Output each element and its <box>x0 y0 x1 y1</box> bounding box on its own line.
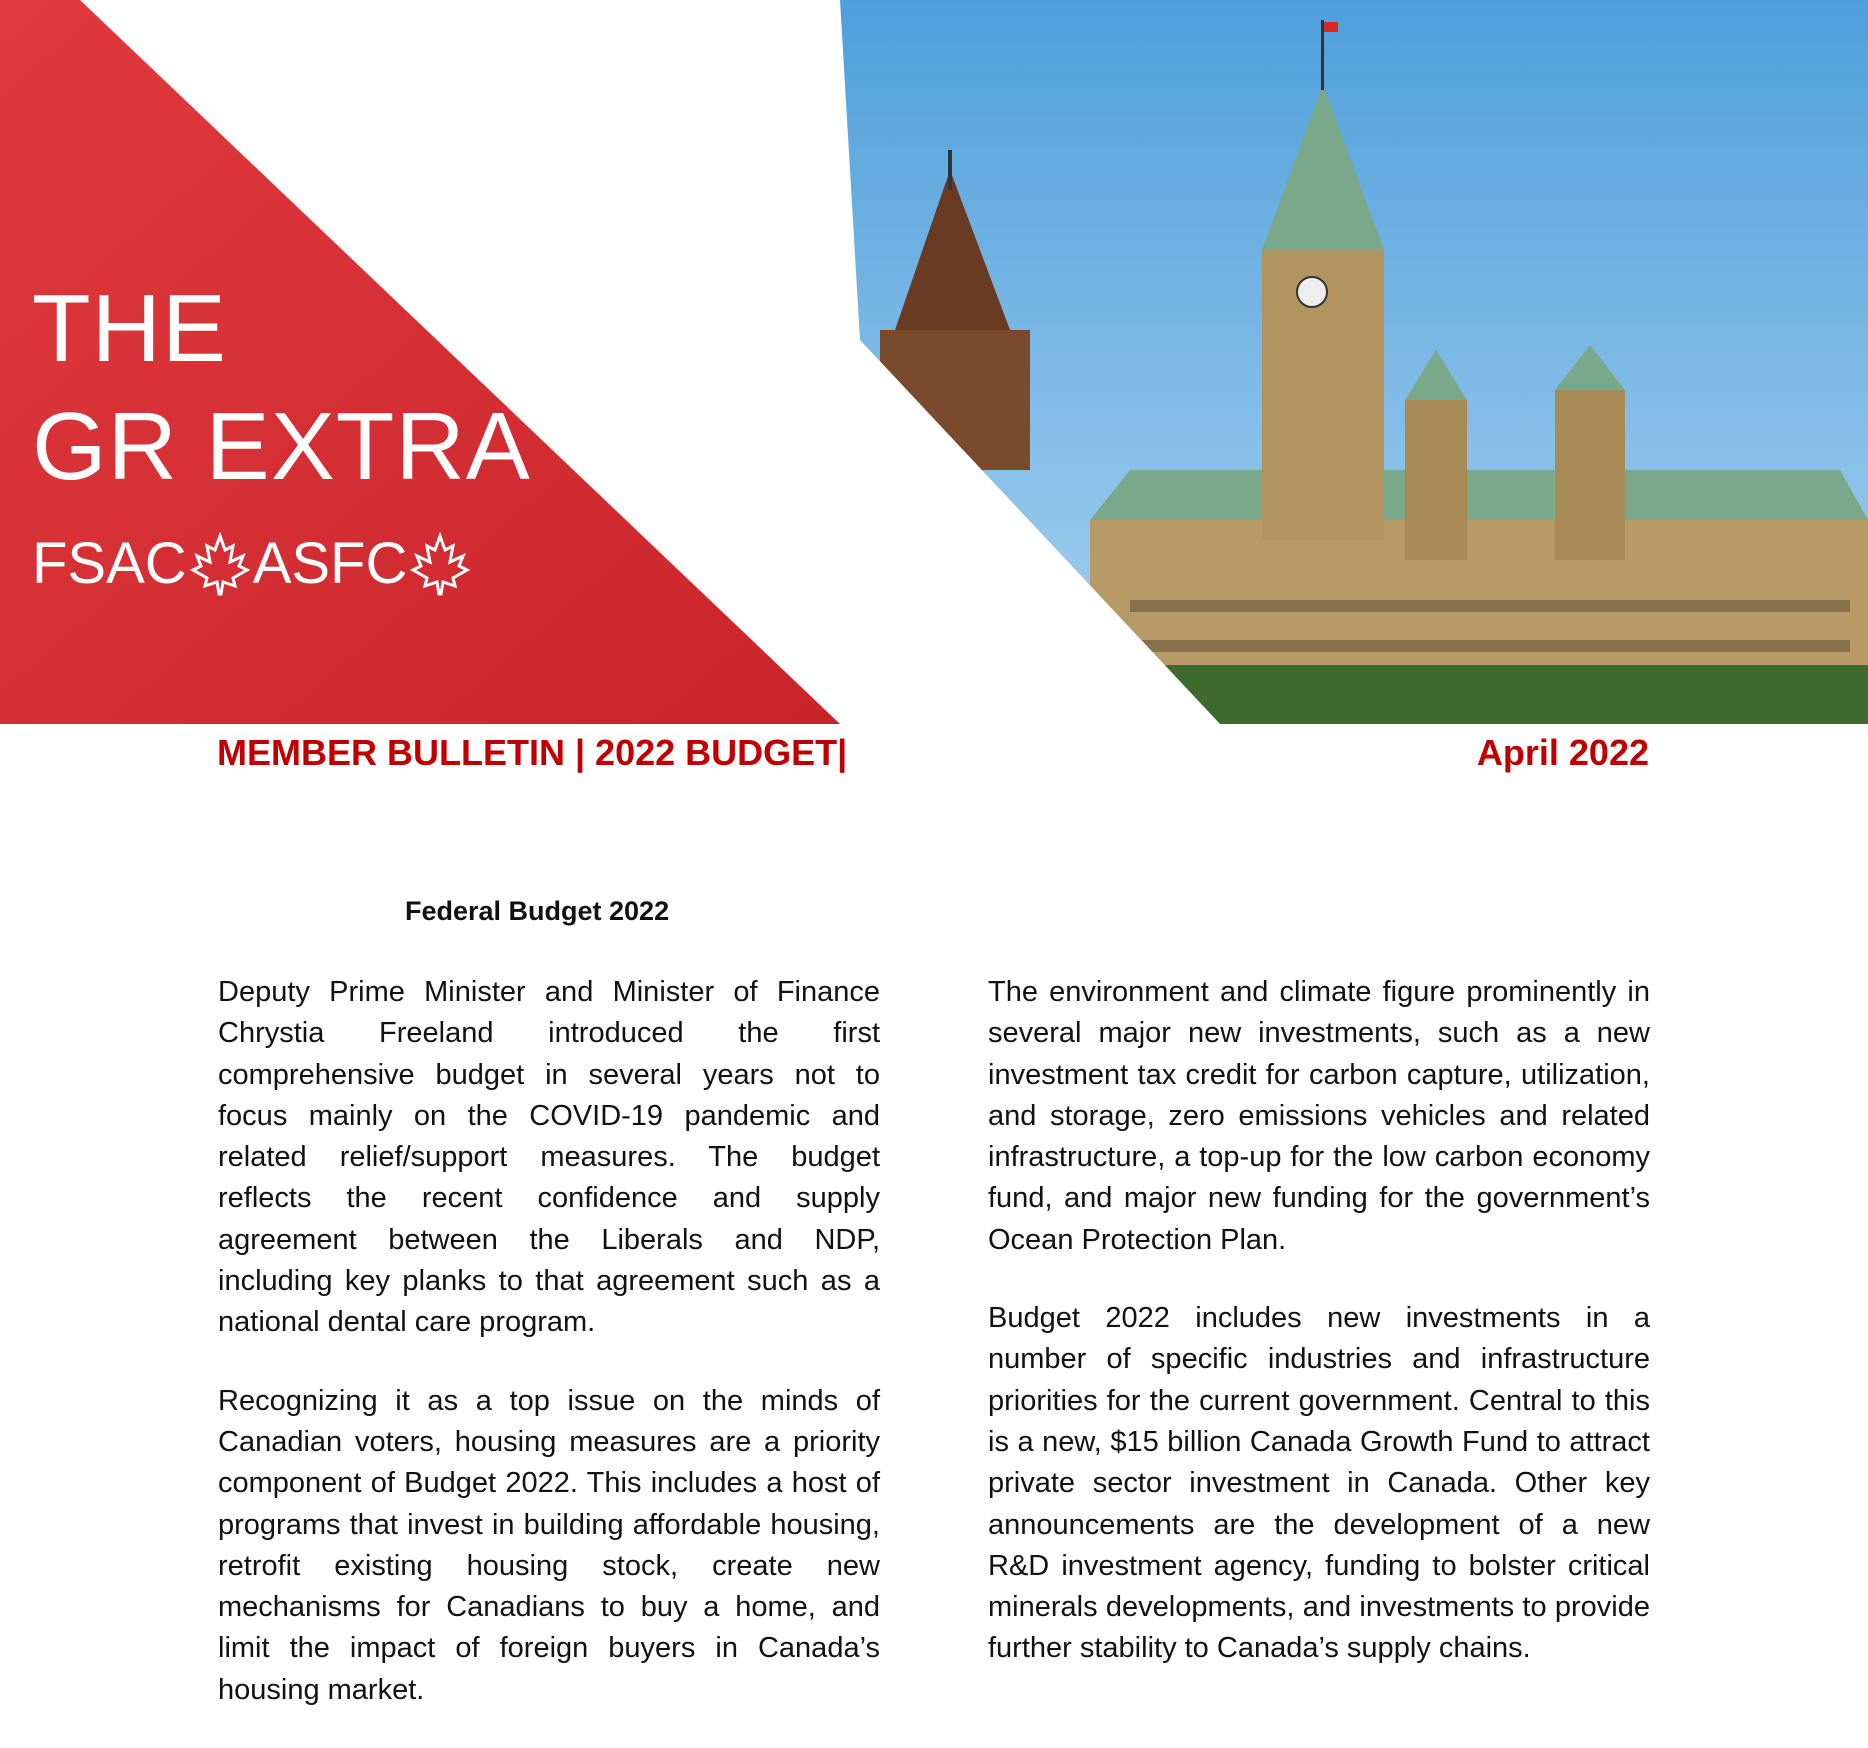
bulletin-header <box>217 728 1649 778</box>
masthead-title <box>32 270 531 506</box>
paragraph: Deputy Prime Minister and Minister of Finance Chrystia Freeland introduced the first comprehensive budget in several years not to focus mainly on the COVID-19 pandemic and related relief/support measures. The budget reflects the recent confidence and supply agreement between the Liberals and NDP, including key planks to that agreement such as a national dental care program. <box>218 976 880 1339</box>
logo-asfc-text: ASFC <box>252 531 408 596</box>
logo-fsac-text: FSAC <box>32 531 187 596</box>
left-column <box>218 972 880 1748</box>
masthead-line-2: GR EXTRA <box>32 393 531 500</box>
paragraph: Recognizing it as a top issue on the minds of Canadian voters, housing measures are a priority component of Budget 2022. This includes a host of programs that invest in building affordable housing, retrofit existing housing stock, create new mechanisms for Canadians to buy a home, and limit the impact of foreign buyers in Canada’s housing market. <box>218 1384 880 1706</box>
paragraph: The environment and climate figure prominently in several major new investments, such as a new investment tax credit for carbon capture, utilization, and storage, zero emissions vehicles and related infrastructure, a top-up for the low carbon economy fund, and major new funding for the government’s Ocean Protection Plan. <box>988 976 1650 1256</box>
right-column <box>988 972 1650 1707</box>
fsac-asfc-logo <box>32 530 473 597</box>
article-title: Federal Budget 2022 <box>405 896 670 926</box>
masthead-line-1: THE <box>32 275 227 382</box>
paragraph: Budget 2022 includes new investments in a number of specific industries and infrastructure priorities for the current government. Central to this is a new, $15 billion Canada Growth Fund to attract private sector investment in Canada. Other key announcements are the development of a new R&D investment agency, funding to bolster critical minerals developments, and investments to provide further stability to Canada’s supply chains. <box>988 1302 1650 1665</box>
bulletin-date: April 2022 <box>1476 732 1649 773</box>
bulletin-label: MEMBER BULLETIN | 2022 BUDGET| <box>217 732 848 773</box>
maple-leaf-icon <box>189 532 251 596</box>
maple-leaf-icon <box>409 532 471 596</box>
